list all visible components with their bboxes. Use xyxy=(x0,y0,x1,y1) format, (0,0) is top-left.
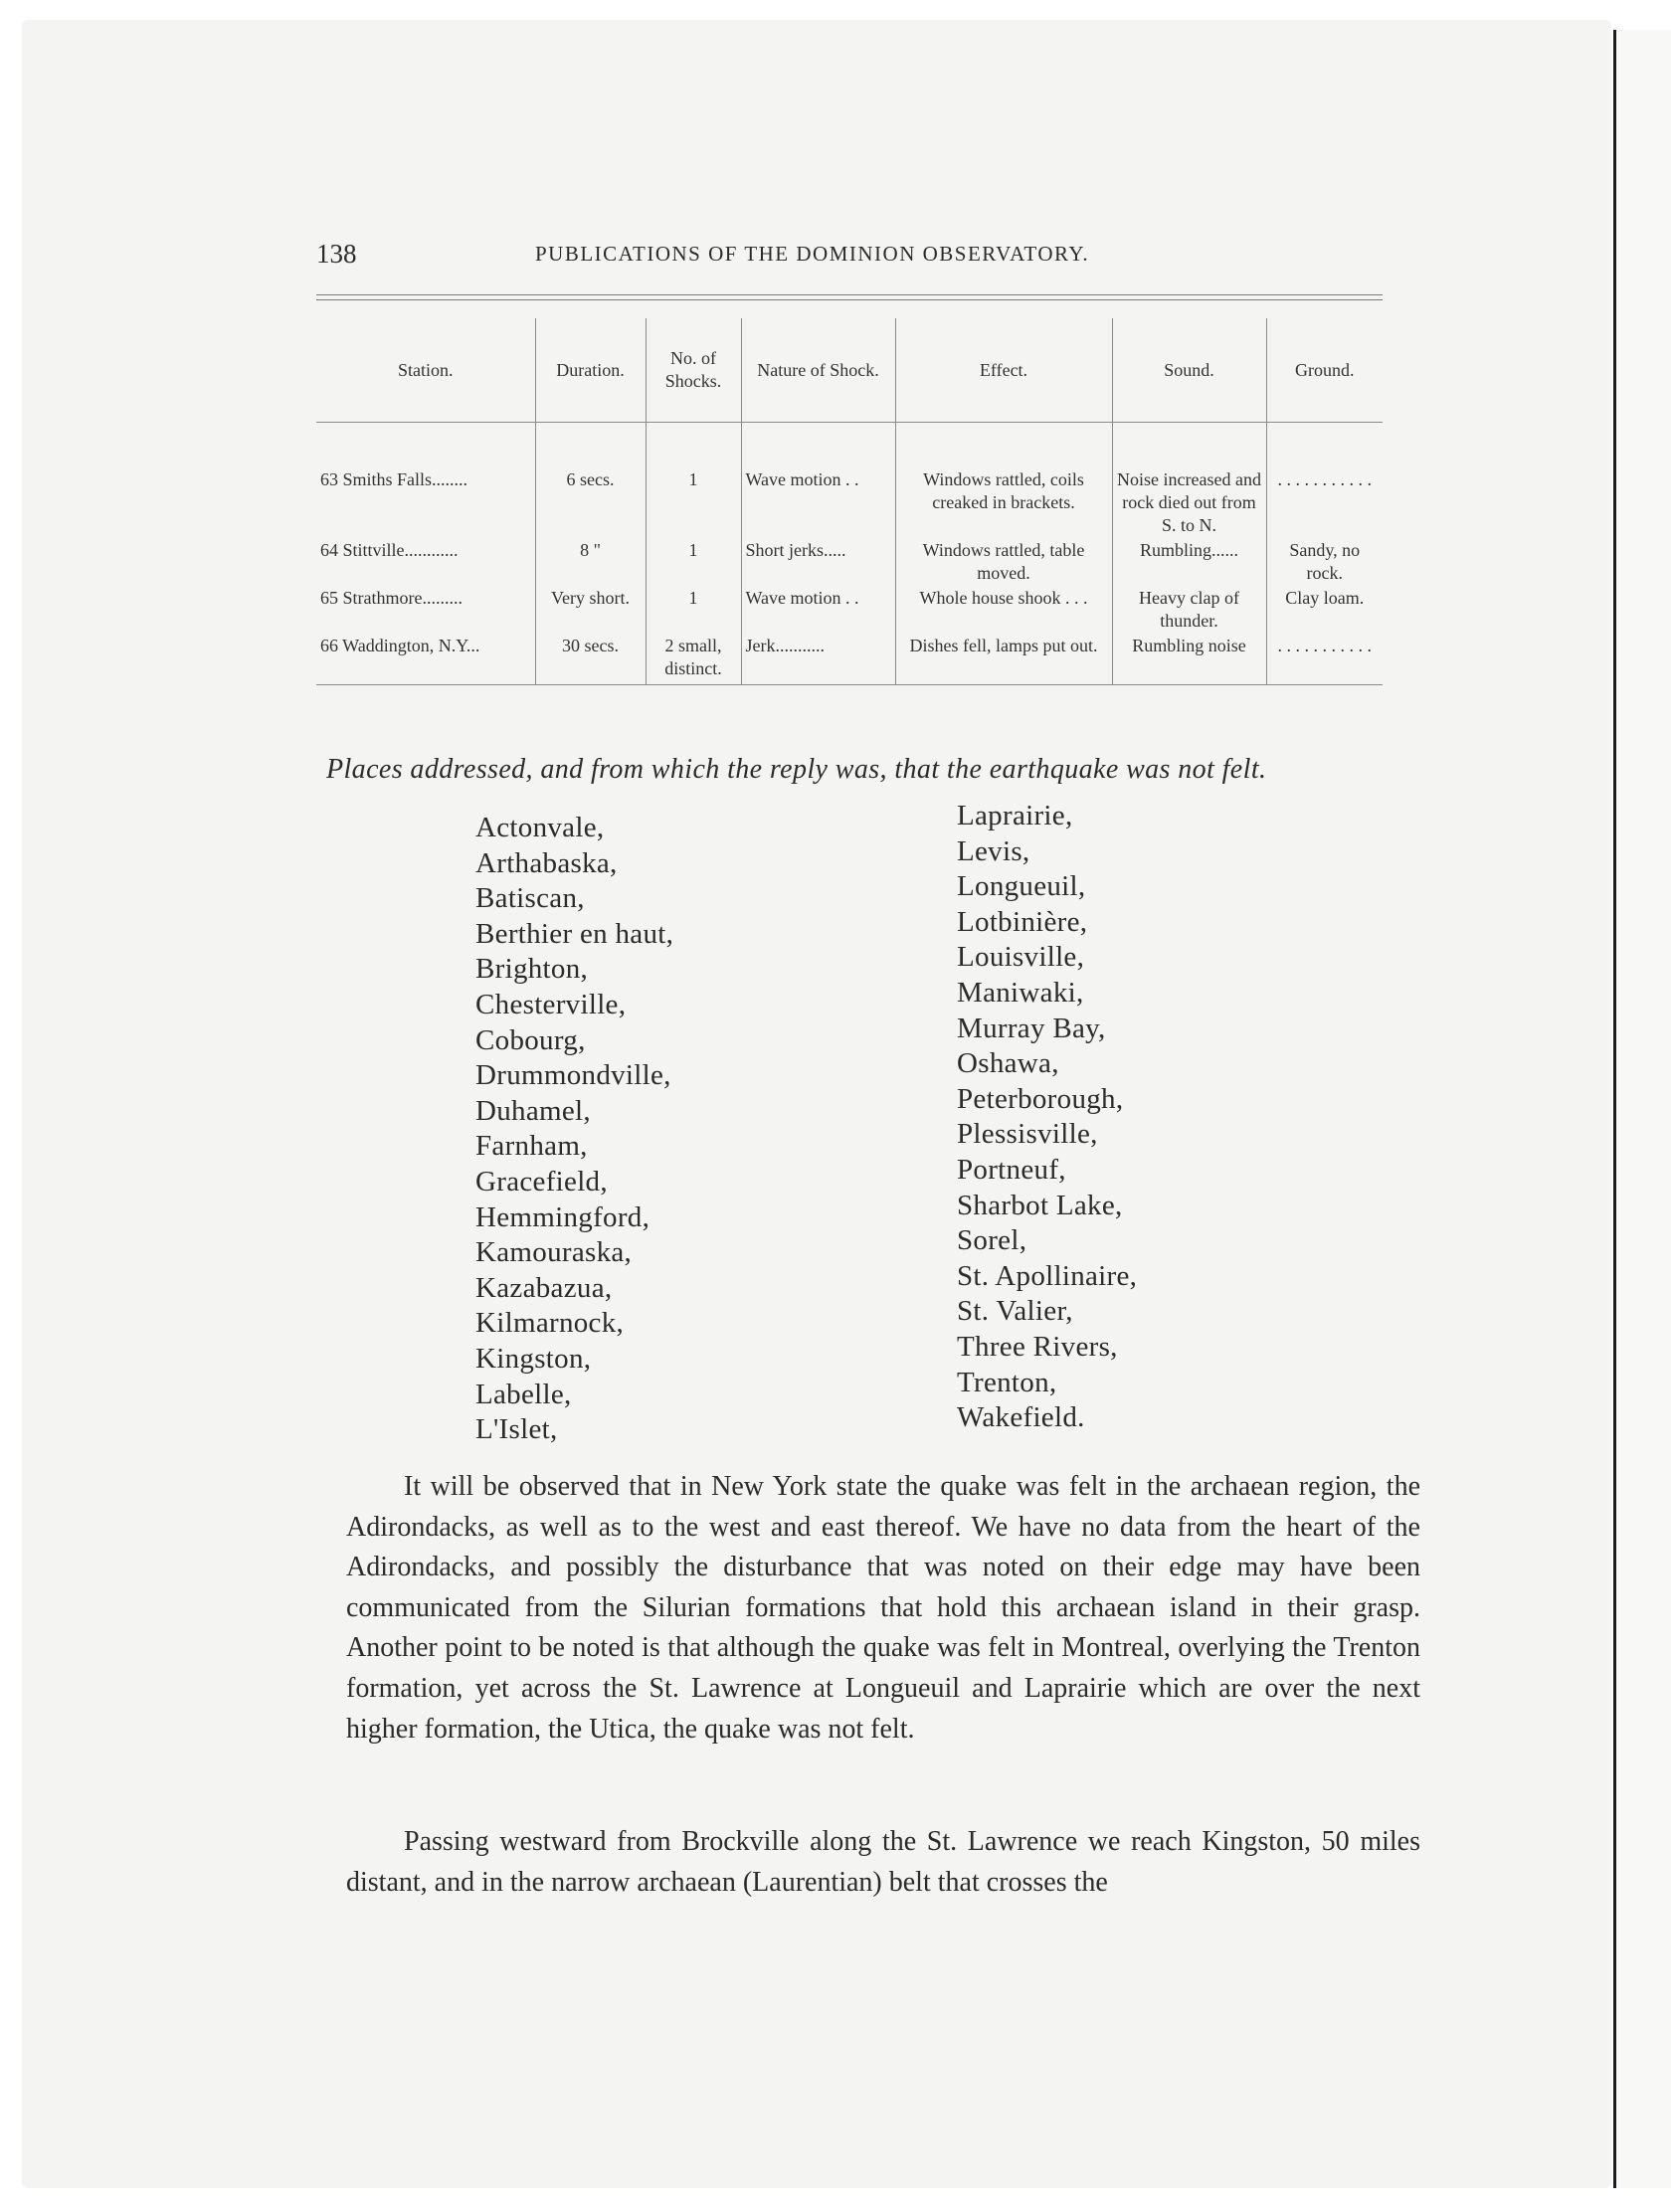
table-header-row xyxy=(316,318,1383,423)
paragraph-text: Passing westward from Brockville along the St. Lawrence we reach Kingston, 50 miles distant, and in the narrow archaean (Laurentian) belt that crosses the xyxy=(346,1826,1420,1898)
page-header xyxy=(316,239,1381,275)
list-item: L'Islet, xyxy=(475,1413,558,1446)
table-row xyxy=(316,537,1383,585)
places-caption: Places addressed, and from which the reply was, that the earthquake was not felt. xyxy=(326,754,1267,785)
duration-cell: Very short. xyxy=(535,585,646,633)
effect-cell: Windows rattled, coils creaked in brackets. xyxy=(895,423,1112,538)
running-title: PUBLICATIONS OF THE DOMINION OBSERVATORY. xyxy=(535,242,1090,266)
list-item: Gracefield, xyxy=(475,1165,608,1198)
list-item: St. Apollinaire, xyxy=(957,1259,1138,1292)
shocks-cell: 1 xyxy=(646,537,741,585)
page-number: 138 xyxy=(316,239,357,269)
list-item: Kamouraska, xyxy=(475,1236,633,1269)
duration-cell: 30 secs. xyxy=(535,633,646,685)
column-header-effect: Effect. xyxy=(895,318,1112,423)
list-item: Arthabaska, xyxy=(475,846,618,879)
duration-cell: 8 " xyxy=(535,537,646,585)
list-item: Laprairie, xyxy=(957,800,1073,831)
top-rule-secondary xyxy=(316,299,1383,300)
sound-cell: Rumbling...... xyxy=(1112,537,1266,585)
list-item: Cobourg, xyxy=(475,1023,586,1056)
list-item: Kazabazua, xyxy=(475,1271,613,1304)
list-item: Brighton, xyxy=(475,953,589,986)
effect-cell: Whole house shook . . . xyxy=(895,585,1112,633)
station-cell: 64 Stittville............ xyxy=(320,540,459,560)
list-item: Plessisville, xyxy=(957,1118,1098,1151)
nature-cell: Short jerks..... xyxy=(741,537,895,585)
earthquake-reports-table xyxy=(316,318,1383,685)
paragraph-text: It will be observed that in New York state the quake was felt in the archaean region, the Adirondacks, as well as to the west and east thereof. We have no data from the heart of the Adirondacks, and possibly the disturbance that was noted on their edge may have been communicated from the Silurian formations that hold this archaean island in their grasp. Another point to be noted is that although the quake was felt in Montreal, overlying the Trenton formation, yet across the St. Lawrence at Longueuil and Laprairie which are over the next higher formation, the Utica, the quake was not felt. xyxy=(346,1471,1420,1745)
shocks-cell: 2 small, distinct. xyxy=(646,633,741,685)
body-paragraph xyxy=(346,1467,1420,1750)
effect-cell: Windows rattled, table moved. xyxy=(895,537,1112,585)
top-rule xyxy=(316,294,1383,295)
list-item: Wakefield. xyxy=(957,1401,1085,1434)
column-header-duration: Duration. xyxy=(535,318,646,423)
list-item: Farnham, xyxy=(475,1130,588,1163)
list-item: Portneuf, xyxy=(957,1153,1066,1186)
list-item: Batiscan, xyxy=(475,882,585,915)
station-cell: 66 Waddington, N.Y... xyxy=(316,633,535,685)
list-item: Kingston, xyxy=(475,1342,592,1375)
list-item: Sorel, xyxy=(957,1224,1027,1257)
list-item: Three Rivers, xyxy=(957,1330,1118,1363)
list-item: Longueuil, xyxy=(957,870,1086,903)
table-row xyxy=(316,423,1383,538)
list-item: Peterborough, xyxy=(957,1082,1124,1115)
places-list-left xyxy=(475,811,673,1448)
list-item: Oshawa, xyxy=(957,1047,1059,1080)
sound-cell: Rumbling noise xyxy=(1112,633,1266,685)
nature-cell: Wave motion . . xyxy=(741,585,895,633)
list-item: Louisville, xyxy=(957,941,1085,974)
column-header-sound: Sound. xyxy=(1112,318,1266,423)
places-list-right xyxy=(957,799,1137,1436)
table-row xyxy=(316,585,1383,633)
column-header-station: Station. xyxy=(316,318,535,423)
nature-cell: Jerk........... xyxy=(741,633,895,685)
column-header-nature: Nature of Shock. xyxy=(741,318,895,423)
shocks-cell: 1 xyxy=(646,585,741,633)
list-item: Labelle, xyxy=(475,1378,572,1410)
list-item: Levis, xyxy=(957,834,1030,867)
shocks-cell: 1 xyxy=(646,423,741,538)
list-item: Chesterville, xyxy=(475,988,627,1020)
list-item: Drummondville, xyxy=(475,1059,671,1092)
duration-cell: 6 secs. xyxy=(535,423,646,538)
ground-cell: Clay loam. xyxy=(1266,585,1383,633)
list-item: Berthier en haut, xyxy=(475,917,674,950)
sound-cell: Heavy clap of thunder. xyxy=(1112,585,1266,633)
list-item: Duhamel, xyxy=(475,1094,591,1127)
list-item: Maniwaki, xyxy=(957,976,1084,1009)
column-header-ground: Ground. xyxy=(1266,318,1383,423)
list-item: Sharbot Lake, xyxy=(957,1189,1123,1221)
ground-cell: Sandy, no rock. xyxy=(1266,537,1383,585)
list-item: Trenton, xyxy=(957,1366,1057,1398)
list-item: St. Valier, xyxy=(957,1295,1073,1328)
list-item: Lotbinière, xyxy=(957,905,1088,938)
list-item: Kilmarnock, xyxy=(475,1307,625,1340)
adjacent-page-edge xyxy=(1613,30,1671,2188)
nature-cell: Wave motion . . xyxy=(741,423,895,538)
column-header-shocks: No. of Shocks. xyxy=(646,318,741,423)
table-row xyxy=(316,633,1383,685)
ground-cell: . . . . . . . . . . . xyxy=(1266,423,1383,538)
sound-cell: Noise increased and rock died out from S. to N. xyxy=(1112,423,1266,538)
list-item: Murray Bay, xyxy=(957,1012,1106,1044)
list-item: Hemmingford, xyxy=(475,1200,650,1233)
ground-cell: . . . . . . . . . . . xyxy=(1266,633,1383,685)
effect-cell: Dishes fell, lamps put out. xyxy=(895,633,1112,685)
station-cell: 65 Strathmore......... xyxy=(320,588,463,608)
body-paragraph xyxy=(346,1822,1420,1903)
station-cell: 63 Smiths Falls........ xyxy=(320,469,468,489)
list-item: Actonvale, xyxy=(475,812,605,843)
